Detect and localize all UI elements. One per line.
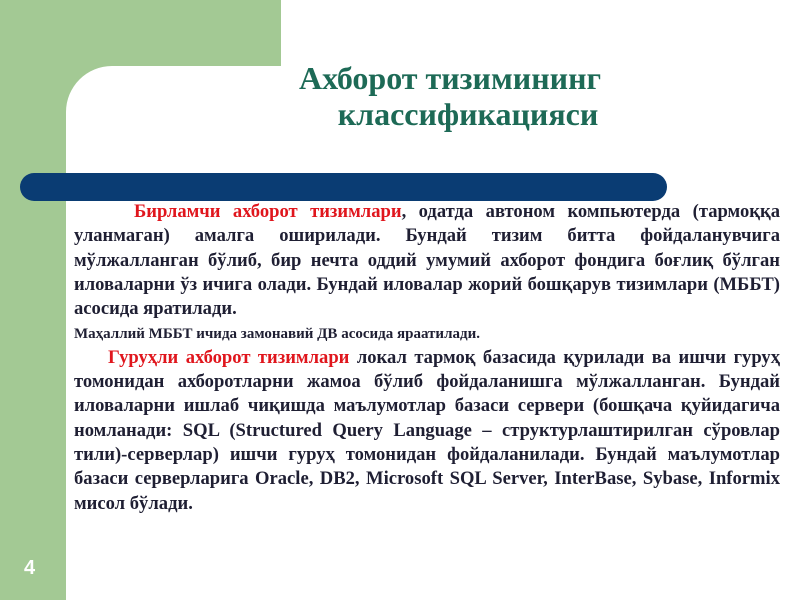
title-line-2: классификацияси (337, 96, 599, 132)
highlight-group-systems: Гуруҳли ахборот тизимлари (108, 346, 350, 368)
slide-body (74, 200, 780, 516)
highlight-primary-systems: Бирламчи ахборот тизимлари (134, 201, 402, 222)
slide-title (250, 60, 650, 132)
page-number: 4 (24, 557, 36, 579)
paragraph-1-text: , одатда автоном компьютерда (тармоққа уланмаган) амалга оширилади. Бундай тизим битта фойдаланувчига мўлжалланган бўлиб, бир нечта оддий умумий ахборот фондига боғлиқ бўлган иловаларни ўз ичига олади. Бундай иловалар жорий бошқарув тизимлари (МББТ) асосида яратилади. (74, 201, 780, 320)
paragraph-group-systems (74, 346, 780, 516)
paragraph-primary-systems (74, 200, 780, 346)
title-line-1: Ахборот тизимининг (298, 60, 602, 96)
paragraph-1-small-text: Маҳаллий МББТ ичида замонавий ДВ асосида яраатилади. (74, 326, 480, 343)
title-divider-bar (20, 173, 667, 201)
paragraph-2-text: локал тармоқ базасида қурилади ва ишчи гуруҳ томонидан ахборотларни жамоа бўлиб фойдаланишга мўлжалланган. Бундай иловаларни ишлаб чиқишда маълумотлар базаси сервери (бошқача қуйидагича номланади: SQL (Structured Query Language – структурлаштирилган сўровлар тили)-серверлар) ишчи гуруҳ томонидан фойдаланилади. Бундай маълумотлар базаси серверларига Oracle, DB2, Microsoft SQL Server, InterBase, Sybase, Informix мисол бўлади. (74, 346, 781, 514)
